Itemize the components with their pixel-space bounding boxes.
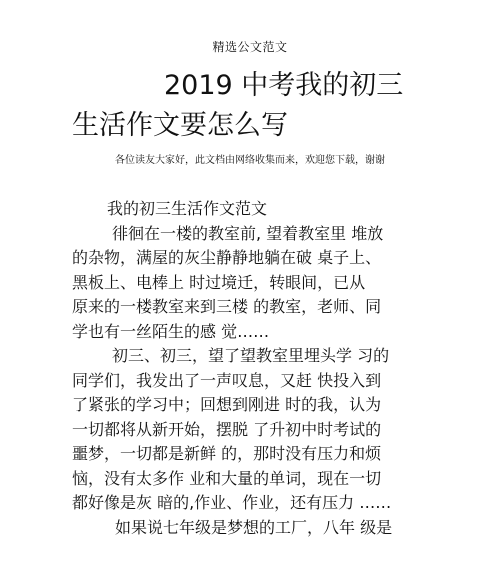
body-line: 学也有一丝陌生的感 觉……: [72, 321, 270, 341]
body-line: 如果说七年级是梦想的工厂，八年 级是: [115, 517, 393, 537]
body-line: 了紧张的学习中；回想到刚进 时的我，认为: [72, 395, 382, 414]
title-line-1: 2019 中考我的初三: [164, 70, 404, 101]
document-body: [72, 197, 432, 540]
body-line: 同学们，我发出了一声叹息，又赶 快投入到: [72, 370, 382, 390]
body-line: 都好像是灰 暗的,作业、作业，还有压力 ……: [72, 493, 392, 512]
title-line-2: 生活作文要怎么写: [72, 110, 288, 141]
page-header: 精选公文范文: [212, 40, 288, 54]
body-line: 恼，没有太多作 业和大量的单词，现在一切: [72, 468, 382, 488]
download-notice: 各位读友大家好，此文档由网络收集而来，欢迎您下载，谢谢: [115, 155, 385, 166]
body-line: 初三、初三，望了望教室里埋头学 习的: [112, 346, 390, 365]
body-line: 徘徊在一楼的教室前, 望着教室里 堆放: [112, 223, 384, 243]
document-title: [72, 66, 432, 146]
body-subheading: 我的初三生活作文范文: [107, 199, 268, 218]
body-line: 一切都将从新开始，摆脱 了升初中时考试的: [72, 419, 382, 439]
body-line: 黑板上、电棒上 时过境迁，转眼间，已从: [72, 272, 366, 292]
body-line: 原来的一楼教室来到三楼 的教室，老师、同: [72, 297, 382, 316]
body-line: 噩梦，一切都是新鲜 的，那时没有压力和烦: [72, 444, 382, 463]
body-line: 的杂物，满屋的灰尘静静地躺在破 桌子上、: [72, 248, 382, 267]
